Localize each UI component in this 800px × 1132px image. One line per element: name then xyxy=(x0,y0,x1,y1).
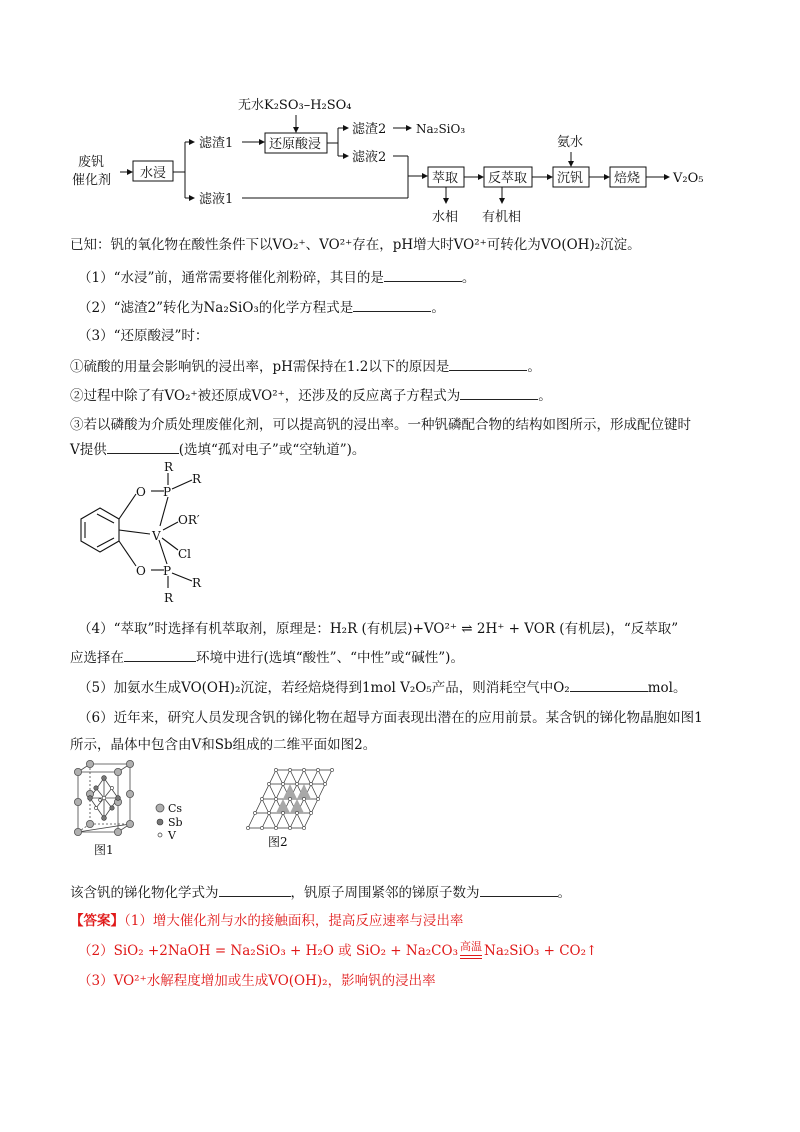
question-1: （1）“水浸”前，通常需要将催化剂粉碎，其目的是 。 xyxy=(78,270,476,286)
o-bottom-label: O xyxy=(136,564,146,578)
filtrate1-label: 滤液1 xyxy=(199,192,234,207)
answer-2-pre: （2）SiO₂ +2NaOH = Na₂SiO₃ + H₂O 或 SiO₂ + Na₂CO₃ xyxy=(78,943,458,959)
r-top-label: R xyxy=(164,460,174,474)
answer-blank xyxy=(107,440,179,454)
question-2: （2）“滤渣2”转化为Na₂SiO₃的化学方程式是 。 xyxy=(78,300,445,316)
legend-cs: Cs xyxy=(168,802,183,815)
cl-label: Cl xyxy=(178,547,192,561)
calcine-label: 焙烧 xyxy=(614,171,641,186)
vanadium-phosphorus-complex-structure xyxy=(68,458,228,608)
answer-blank xyxy=(449,357,527,371)
question-6a: （6）近年来，研究人员发现含钒的锑化物在超导方面表现出潜在的应用前景。某含钒的锑化物晶胞如图1 xyxy=(78,710,703,726)
question-2-text: （2）“滤渣2”转化为Na₂SiO₃的化学方程式是 xyxy=(78,300,354,316)
question-3-2: ②过程中除了有VO₂⁺被还原成VO²⁺，还涉及的反应离子方程式为 。 xyxy=(70,388,552,404)
legend-v: V xyxy=(168,829,176,842)
question-6c-pre: 该含钒的锑化物化学式为 xyxy=(70,885,219,901)
question-6c xyxy=(70,883,571,902)
answer-2-post: Na₂SiO₃ + CO₂↑ xyxy=(484,943,598,959)
organic-label: 有机相 xyxy=(482,210,522,225)
question-5-text: （5）加氨水生成VO(OH)₂沉淀，若经焙烧得到1mol V₂O₅产品，则消耗空气中O₂ xyxy=(78,680,570,696)
answer-blank xyxy=(219,883,291,897)
question-5 xyxy=(78,678,686,697)
aqueous-label: 水相 xyxy=(432,210,459,225)
r-bottom2-label: R xyxy=(192,576,202,590)
answer-tag: 【答案】 xyxy=(70,913,124,929)
filtrate2-label: 滤液2 xyxy=(352,150,387,165)
r-top2-label: R xyxy=(192,472,202,486)
answer-1-text: （1）增大催化剂与水的接触面积，提高反应速率与浸出率 xyxy=(124,913,464,929)
answer-blank xyxy=(570,678,648,692)
legend-sb: Sb xyxy=(168,816,183,829)
question-3-2-text: ②过程中除了有VO₂⁺被还原成VO²⁺，还涉及的反应离子方程式为 xyxy=(70,388,461,404)
question-3-3b-pre: V提供 xyxy=(70,442,107,458)
start-label-2: 催化剂 xyxy=(72,173,112,188)
reduce-leach-label: 还原酸浸 xyxy=(269,137,322,152)
p-top-label: P xyxy=(163,485,172,499)
crystal-figures xyxy=(70,760,370,856)
extract-label: 萃取 xyxy=(432,171,459,186)
precipitate-label: 沉钒 xyxy=(557,171,584,186)
v-label: V xyxy=(152,529,161,543)
or-label: OR′ xyxy=(178,513,200,527)
question-4b xyxy=(70,648,464,667)
kagome-nodes xyxy=(246,768,333,829)
process-flowchart xyxy=(70,88,710,230)
question-3-1: ①硫酸的用量会影响钒的浸出率，pH需保持在1.2以下的原因是 。 xyxy=(70,359,541,375)
question-4b-pre: 应选择在 xyxy=(70,650,124,666)
question-6c-mid: ，钒原子周围紧邻的锑原子数为 xyxy=(290,885,480,901)
ammonia-label: 氨水 xyxy=(557,135,584,150)
question-6c-end: 。 xyxy=(557,885,571,901)
question-3: （3）“还原酸浸”时： xyxy=(78,328,209,344)
water-leach-label: 水浸 xyxy=(140,166,167,181)
v-legend-icon xyxy=(158,833,162,837)
r-bottom-label: R xyxy=(164,591,174,605)
question-6b: 所示，晶体中包含由V和Sb组成的二维平面如图2。 xyxy=(70,737,377,753)
known-info: 已知：钒的氧化物在酸性条件下以VO₂⁺、VO²⁺存在，pH增大时VO²⁺可转化为VO(OH)₂沉淀。 xyxy=(70,237,641,253)
o-top-label: O xyxy=(136,485,146,499)
question-3-1-text: ①硫酸的用量会影响钒的浸出率，pH需保持在1.2以下的原因是 xyxy=(70,359,450,375)
residue1-label: 滤渣1 xyxy=(199,136,234,151)
fig2-caption: 图2 xyxy=(268,835,288,849)
answer-3: （3）VO²⁺水解程度增加或生成VO(OH)₂，影响钒的浸出率 xyxy=(78,973,436,989)
question-3-3b-post: (选填“孤对电子”或“空轨道”)。 xyxy=(178,442,366,458)
back-extract-label: 反萃取 xyxy=(488,171,528,186)
answer-2 xyxy=(78,942,597,961)
question-3-3b xyxy=(70,440,365,459)
answer-blank xyxy=(353,298,431,312)
residue2-label: 滤渣2 xyxy=(352,122,387,137)
question-5-unit: mol。 xyxy=(647,680,687,696)
p-bottom-label: P xyxy=(163,564,172,578)
answer-blank xyxy=(480,883,558,897)
question-4b-post: 环境中进行(选填“酸性”、“中性”或“碱性”)。 xyxy=(196,650,464,666)
answer-blank xyxy=(384,268,462,282)
answer-blank xyxy=(460,386,538,400)
reagent-label: 无水K₂SO₃–H₂SO₄ xyxy=(238,98,352,113)
question-1-text: （1）“水浸”前，通常需要将催化剂粉碎，其目的是 xyxy=(78,270,384,286)
answer-blank xyxy=(124,648,196,662)
na2sio3-label: Na₂SiO₃ xyxy=(416,122,466,136)
high-temp-label: 高温 xyxy=(460,940,482,953)
answer-1 xyxy=(70,912,463,930)
cs-legend-icon xyxy=(156,804,164,812)
question-3-3a: ③若以磷酸为介质处理废催化剂，可以提高钒的浸出率。一种钒磷配合物的结构如图所示，形成配位键时 xyxy=(70,417,691,433)
product-label: V₂O₅ xyxy=(673,171,704,186)
start-label-1: 废钒 xyxy=(78,155,105,170)
reaction-condition xyxy=(458,942,484,961)
question-4a: （4）“萃取”时选择有机萃取剂，原理是：H₂R (有机层)+VO²⁺ ⇌ 2H⁺ + VOR (有机层)，“反萃取” xyxy=(78,621,679,637)
sb-legend-icon xyxy=(157,819,163,825)
fig1-caption: 图1 xyxy=(94,843,114,856)
